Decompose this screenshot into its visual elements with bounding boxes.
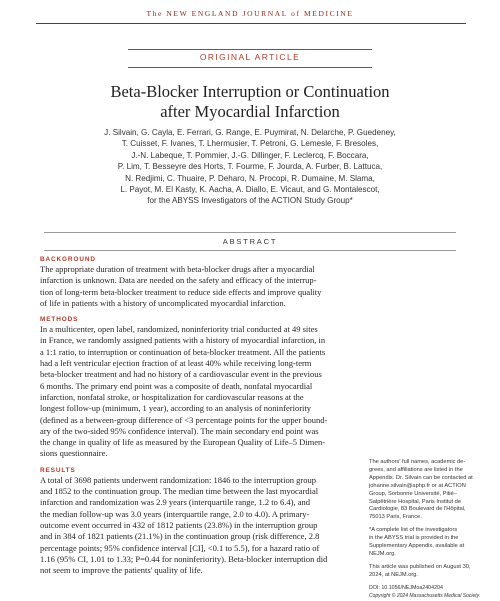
background-line: infarction is unknown. Data are needed on the safety and efficacy of the interrup- (40, 275, 317, 286)
sidebar-notes (369, 459, 481, 601)
methods-line: beta-blocker treatment and had no history of a cardiovascular event in the previous (40, 369, 322, 380)
investigators-line: in the ABYSS trial is provided in the (369, 535, 459, 542)
methods-line: in France, we randomly assigned patients with a history of myocardial infarction, in (40, 335, 326, 346)
results-line: the median follow-up was 3.0 years (interquartile range, 2.0 to 4.0). A primary- (40, 508, 310, 519)
masthead-rule (36, 23, 466, 24)
author-line: T. Cuisset, F. Ivanes, T. Lhermusier, T. Petroni, G. Lemesle, F. Bresoles, (121, 139, 379, 149)
author-line: N. Redjimi, C. Thuaire, P. Deharo, N. Procopi, R. Dumaine, M. Slama, (125, 173, 375, 183)
methods-line: 6 months. The primary end point was a composite of death, nonfatal myocardial (40, 380, 313, 391)
affiliation-line: johanne.silvain@aphp.fr or at ACTION (369, 482, 466, 489)
author-line: J.-N. Labeque, T. Pommier, J.-G. Dillinger, F. Leclercq, F. Boccara, (131, 150, 369, 160)
abstract-rule-top (44, 232, 456, 233)
affiliation-line: Cardiologie, 83 Boulevard de l'Hôpital, (369, 506, 466, 513)
published-line: This article was published on August 30, (369, 563, 471, 570)
methods-line: In a multicenter, open label, randomized, noninferiority trial conducted at 49 sites (40, 324, 318, 335)
journal-masthead: The NEW ENGLAND JOURNAL of MEDICINE (146, 9, 354, 18)
results-line: A total of 3698 patients underwent randomization: 1846 to the interruption group (40, 474, 316, 485)
methods-line: (defined as a between-group difference of <3 percentage points for the upper bound- (40, 414, 328, 425)
copyright-text: Copyright © 2024 Massachusetts Medical Society. (369, 592, 481, 599)
author-line: L. Payot, M. El Kasty, K. Aacha, A. Diallo, E. Vicaut, and G. Montalescot, (120, 185, 380, 195)
author-line: J. Silvain, G. Cayla, E. Ferrari, G. Range, E. Puymirat, N. Delarche, P. Guedeney, (104, 128, 396, 137)
published-line: 2024, at NEJM.org. (369, 571, 418, 578)
background-line: The appropriate duration of treatment with beta-blocker drugs after a myocardial (40, 264, 315, 274)
author-line: P. Lim, T. Besseyre des Horts, T. Fourme, F. Jourda, A. Furber, B. Lattuca, (117, 162, 383, 172)
background-line: tion of long-term beta-blocker treatment to reduce side effects and improve quality (40, 286, 322, 297)
methods-line: infarction, nonfatal stroke, or hospitalization for cardiovascular reasons at the (40, 391, 304, 402)
article-type: ORIGINAL ARTICLE (199, 52, 301, 62)
affiliation-line: The authors' full names, academic de- (369, 459, 466, 465)
author-line: for the ABYSS Investigators of the ACTION Study Group* (147, 196, 353, 206)
background-heading: BACKGROUND (40, 256, 96, 263)
abstract-label: ABSTRACT (222, 237, 278, 246)
doi-text: DOI: 10.1056/NEJMoa2404204 (369, 584, 443, 591)
abstract-body (40, 255, 362, 576)
investigators-line: *A complete list of the investigators (369, 527, 458, 534)
title-line: Beta-Blocker Interruption or Continuation (110, 82, 390, 101)
methods-heading: METHODS (40, 316, 79, 324)
results-heading: RESULTS (40, 466, 76, 474)
methods-line: longest follow-up (minimum, 1 year), according to an analysis of noninferiority (40, 403, 311, 414)
results-line: and in 384 of 1821 patients (21.1%) in the continuation group (risk difference, 2.8 (40, 531, 320, 542)
affiliation-line: grees, and affiliations are listed in the (369, 466, 463, 473)
background-line: of life in patients with a history of uncomplicated myocardial infarction. (40, 297, 286, 308)
affiliation-line: Appendix. Dr. Silvain can be contacted at (369, 474, 473, 481)
methods-line: the change in quality of life as measured by the European Quality of Life–5 Dimen- (40, 437, 326, 448)
results-line: outcome event occurred in 432 of 1812 patients (23.8%) in the interruption group (40, 519, 318, 530)
article-title (40, 82, 460, 122)
affiliation-line: Salpêtrière Hospital, Paris Institut de (369, 498, 461, 505)
abstract-rule-bottom (44, 250, 456, 251)
methods-line: sions questionnaire. (40, 448, 108, 459)
results-line: 1.16 (95% CI, 1.01 to 1.33; P=0.44 for noninferiority). Beta-blocker interruption did (40, 553, 328, 564)
methods-line: had a left ventricular ejection fraction of at least 40% while receiving long-term (40, 358, 312, 369)
methods-line: ary of the two-sided 95% confidence interval). The main secondary end point was (40, 425, 319, 436)
affiliation-line: 75013 Paris, France. (369, 514, 422, 521)
title-line: after Myocardial Infarction (160, 102, 340, 121)
affiliation-line: Group, Sorbonne Université, Pitié– (369, 490, 457, 497)
author-list (28, 127, 472, 207)
results-line: percentage points; 95% confidence interval [CI], <0.1 to 5.5), for a hazard ratio of (40, 542, 320, 553)
investigators-line: NEJM.org. (369, 550, 396, 557)
results-line: not seem to improve the patients' quality of life. (40, 565, 203, 576)
investigators-line: Supplementary Appendix, available at (369, 543, 465, 550)
methods-line: a 1:1 ratio, to interruption or continuation of beta-blocker treatment. All the patients (40, 346, 326, 357)
results-line: and 1852 to the continuation group. The median time between the last myocardial (40, 486, 319, 497)
results-line: infarction and randomization was 2.9 years (interquartile range, 1.2 to 6.4), and (40, 497, 311, 508)
